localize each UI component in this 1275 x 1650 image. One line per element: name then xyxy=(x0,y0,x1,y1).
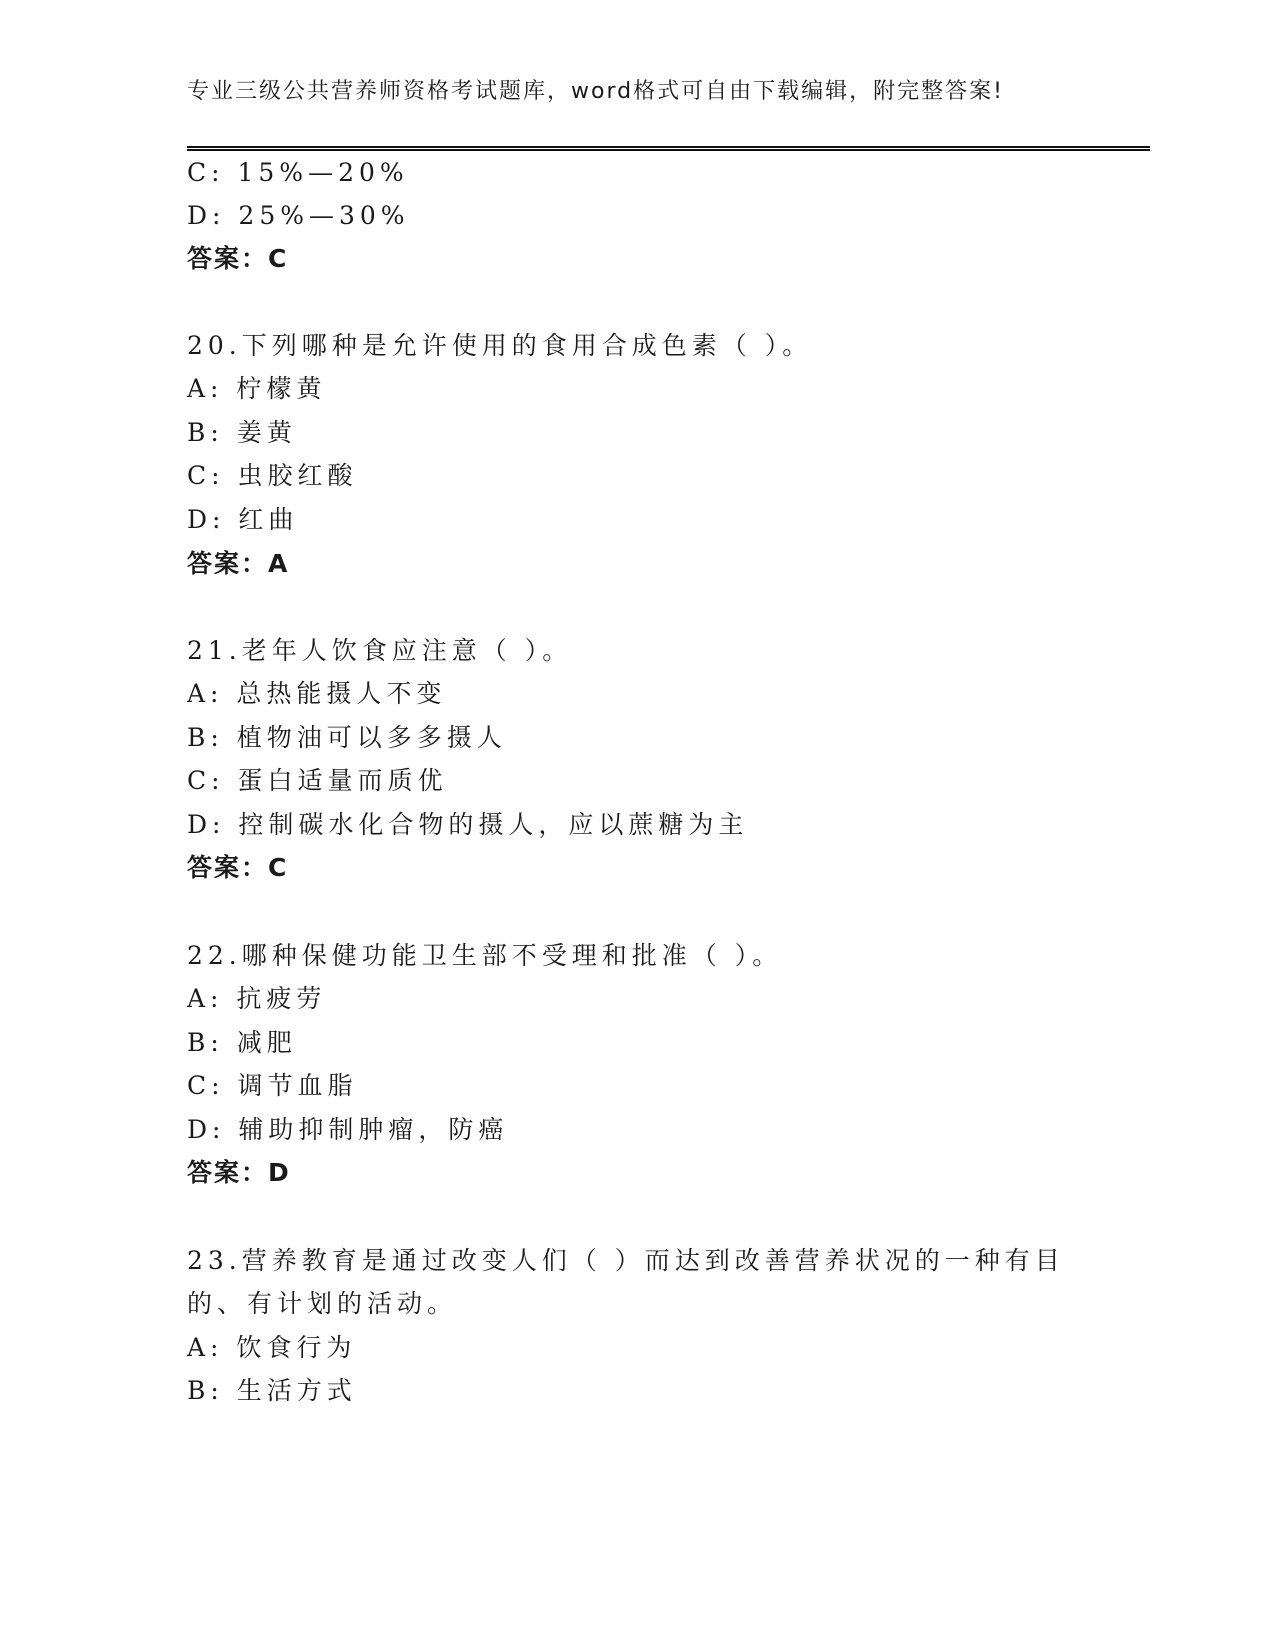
answer-line xyxy=(187,243,288,275)
option-d: D: 红曲 xyxy=(187,505,299,534)
option-b: B: 减肥 xyxy=(187,1028,297,1057)
answer-value: C xyxy=(268,853,289,882)
option-c: C: 虫胶红酸 xyxy=(187,461,358,490)
answer-line xyxy=(187,548,289,580)
question-stem: 21.老年人饮食应注意（ ）。 xyxy=(187,636,573,665)
answer-value: D xyxy=(268,1158,291,1187)
answer-value: C xyxy=(268,244,289,273)
option-d: D: 控制碳水化合物的摄人，应以蔗糖为主 xyxy=(187,810,749,839)
option-a: A: 总热能摄人不变 xyxy=(187,679,447,708)
answer-label: 答案： xyxy=(187,853,269,882)
option-b: B: 植物油可以多多摄人 xyxy=(187,723,507,752)
question-stem: 23.营养教育是通过改变人们（ ）而达到改善营养状况的一种有目 xyxy=(187,1246,1065,1275)
option-a: A: 抗疲劳 xyxy=(187,984,327,1013)
option-d: D: 25%—30% xyxy=(187,201,410,230)
answer-line xyxy=(187,1157,291,1189)
question-stem: 20.下列哪种是允许使用的食用合成色素（ ）。 xyxy=(187,331,813,360)
option-c: C: 蛋白适量而质优 xyxy=(187,766,448,795)
question-stem: 22.哪种保健功能卫生部不受理和批准（ ）。 xyxy=(187,941,783,970)
option-b: B: 生活方式 xyxy=(187,1376,357,1405)
answer-label: 答案： xyxy=(187,1158,269,1187)
option-a: A: 饮食行为 xyxy=(187,1333,357,1362)
answer-line xyxy=(187,852,288,884)
question-stem-continued: 的、有计划的活动。 xyxy=(187,1289,458,1318)
answer-value: A xyxy=(268,549,290,578)
option-b: B: 姜黄 xyxy=(187,418,297,447)
option-c: C: 15%—20% xyxy=(187,158,409,187)
header-double-rule xyxy=(187,146,1150,151)
option-c: C: 调节血脂 xyxy=(187,1071,358,1100)
answer-label: 答案： xyxy=(187,549,269,578)
option-a: A: 柠檬黄 xyxy=(187,374,327,403)
page-header: 专业三级公共营养师资格考试题库，word格式可自由下载编辑，附完整答案! xyxy=(187,79,1004,104)
answer-label: 答案： xyxy=(187,244,269,273)
option-d: D: 辅助抑制肿瘤，防癌 xyxy=(187,1115,509,1144)
